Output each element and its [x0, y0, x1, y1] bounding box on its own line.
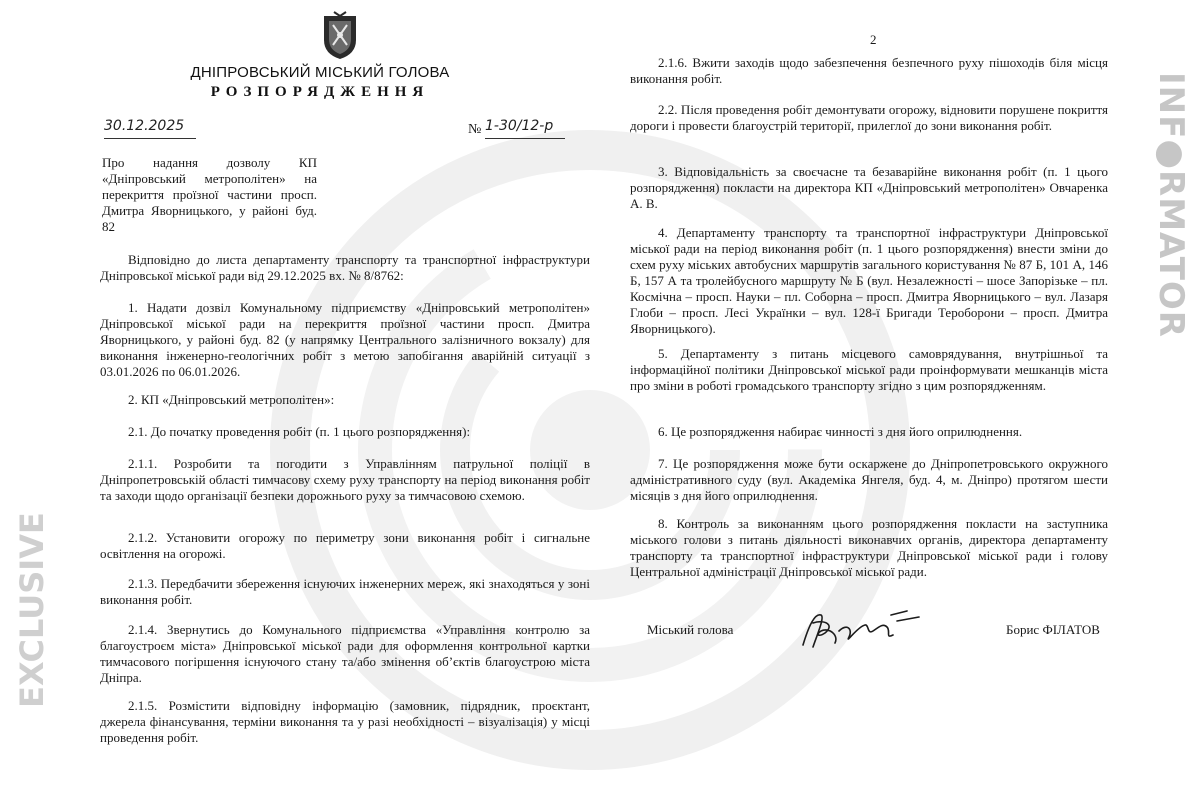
number-field: 1-30/12-р — [485, 118, 565, 139]
paragraph: 6. Це розпорядження набирає чинності з дня його оприлюднення. — [658, 424, 1023, 439]
document-page-2 — [620, 0, 1140, 800]
paragraph: 5. Департаменту з питань місцевого самоврядування, внутрішньої та інформаційної політики Дніпровської міської ради проінформувати мешканців міста про зміни в роботі громадського транспорту згідно з цим розпорядженням. — [630, 346, 1108, 393]
paragraph: 3. Відповідальність за своєчасне та безаварійне виконання робіт (п. 1 цього розпорядження) покласти на директора КП «Дніпровський метрополітен» Овчаренка А. В. — [630, 164, 1108, 211]
brand-watermark-text: INF●RMATOR — [1151, 72, 1191, 338]
paragraph: 1. Надати дозвіл Комунальному підприємству «Дніпровський метрополітен» Дніпровської міської ради на перекриття проїзної частини просп. Дмитра Яворницького, у районі буд. 82 (у напрямку Центрального залізничного вокзалу) для виконання інженерно-геологічних робіт з метою запобігання аварійній ситуації з 03.01.2026 по 06.01.2026. — [100, 300, 590, 379]
signatory-name: Борис ФІЛАТОВ — [1006, 622, 1100, 637]
paragraph: 2.1. До початку проведення робіт (п. 1 цього розпорядження): — [128, 424, 471, 439]
signatory-position: Міський голова — [647, 622, 734, 637]
document-subject: Про надання дозволу КП «Дніпровський метрополітен» на перекриття проїзної частини просп. Дмитра Яворницького, у районі буд. 82 — [102, 155, 317, 234]
paragraph: 2.1.3. Передбачити збереження існуючих інженерних мереж, які знаходяться у зоні виконання робіт. — [100, 576, 590, 607]
paragraph: 2.1.6. Вжити заходів щодо забезпечення безпечного руху пішоходів біля місця виконання робіт. — [630, 55, 1108, 86]
number-label: № — [468, 122, 482, 137]
coat-of-arms-icon — [318, 10, 362, 60]
document-page-1 — [60, 0, 590, 800]
paragraph: 2.2. Після проведення робіт демонтувати огорожу, відновити порушене покриття дороги і провести благоустрій території, прилеглої до зони виконання робіт. — [630, 102, 1108, 133]
paragraph: 7. Це розпорядження може бути оскаржене до Дніпропетровського окружного адміністративного суду (вул. Академіка Янгеля, буд. 4, м. Дніпро) протягом шести місяців з дня його оприлюднення. — [630, 456, 1108, 503]
paragraph: Відповідно до листа департаменту транспорту та транспортної інфраструктури Дніпровської міської ради від 29.12.2025 вх. № 8/8762: — [100, 252, 590, 283]
document-type: РОЗПОРЯДЖЕННЯ — [210, 84, 430, 100]
paragraph: 2. КП «Дніпровський метрополітен»: — [128, 392, 335, 407]
paragraph: 4. Департаменту транспорту та транспортної інфраструктури Дніпровської міської ради на період виконання робіт (п. 1 цього розпорядження) внести зміни до схем руху міських автобусних маршрутів загального користування № 87 Б, 101 А, 146 Б, 157 А та тролейбусного маршруту № Б (вул. Незалежності – шосе Запорізьке – пл. Космічна – просп. Науки – пл. Соборна – просп. Дмитра Яворницького – вул. Лазаря Глоби – просп. Лесі Українки – вул. 128-ї Бригади Тероборони – просп. Дмитра Яворницького). — [630, 225, 1108, 336]
paragraph: 2.1.2. Установити огорожу по периметру зони виконання робіт і сигнальне освітлення на огорожі. — [100, 530, 590, 561]
brand-watermark — [1148, 72, 1194, 338]
paragraph: 2.1.1. Розробити та погодити з Управлінням патрульної поліції в Дніпропетровській області тимчасову схему руху транспорту на період виконання робіт та заходи щодо організації безпеки дорожнього руху за тимчасовою схемою. — [100, 456, 590, 503]
paragraph: 2.1.5. Розмістити відповідну інформацію (замовник, підрядник, проєктант, джерела фінансування, терміни виконання та у разі необхідності – візуалізація) у місці проведення робіт. — [100, 698, 590, 745]
header-title: ДНІПРОВСЬКИЙ МІСЬКИЙ ГОЛОВА — [190, 64, 450, 81]
exclusive-watermark — [10, 512, 54, 708]
paragraph: 8. Контроль за виконанням цього розпорядження покласти на заступника міського голови з питань діяльності виконавчих органів, директора департаменту транспорту та транспортної інфраструктури Дніпровської міської ради і голову Центральної адміністрації Дніпровської міської ради. — [630, 516, 1108, 579]
page-number: 2 — [870, 32, 877, 47]
handwritten-signature — [795, 605, 935, 655]
exclusive-watermark-text: EXCLUSIVE — [13, 512, 51, 708]
date-field: 30.12.2025 — [104, 118, 196, 139]
paragraph: 2.1.4. Звернутись до Комунального підприємства «Управління контролю за благоустроєм міста» Дніпровської міської ради для оформлення контрольної картки тимчасового погіршення існуючого стану та/або змінення об’єктів благоустрою міста Дніпра. — [100, 622, 590, 685]
